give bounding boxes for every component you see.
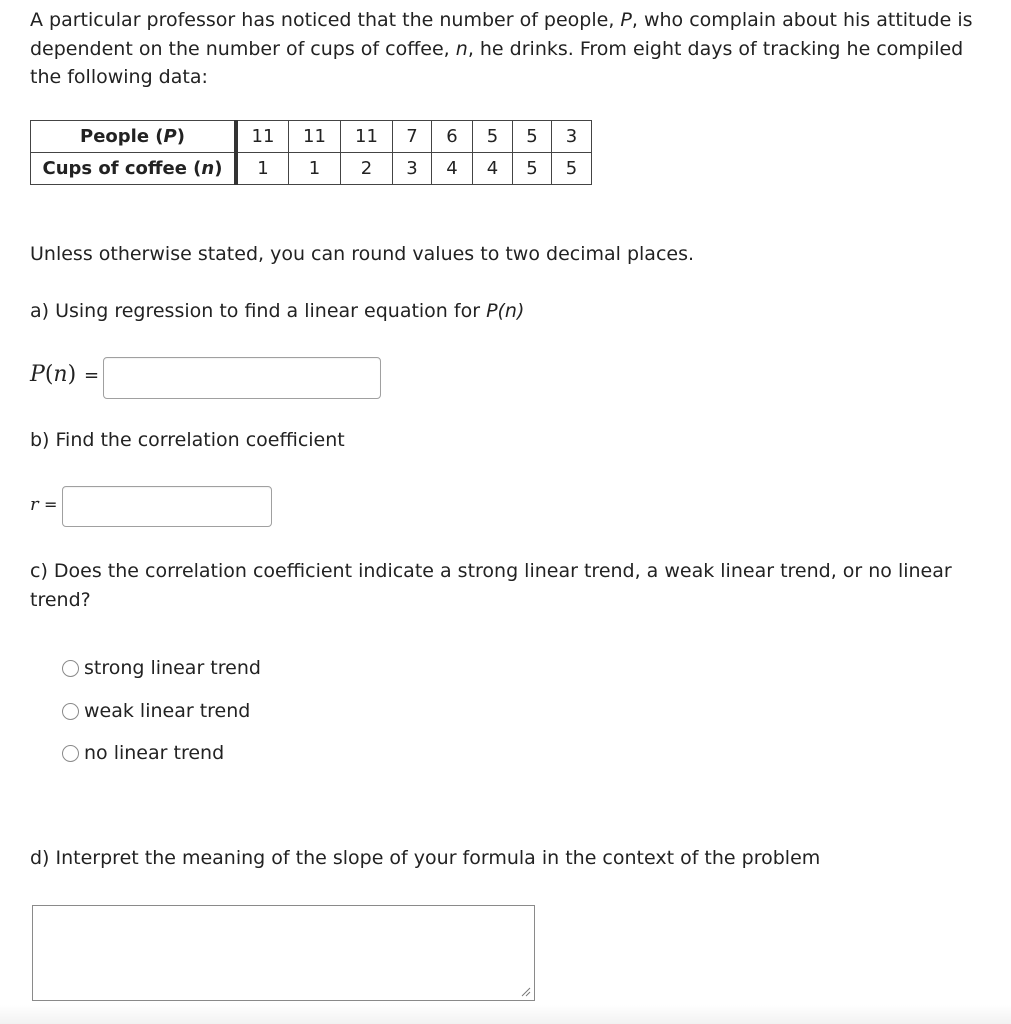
intro-text-1: A particular professor has noticed that the number of people, (30, 9, 621, 31)
people-cell: 11 (289, 121, 341, 153)
intro-text-2: , who complain about his attitude is dependent on the number of cups of coffee, (30, 9, 973, 60)
people-cell: 11 (236, 121, 289, 153)
cups-cell: 5 (513, 153, 552, 185)
radio-button[interactable] (62, 745, 79, 762)
people-cell: 5 (473, 121, 513, 153)
pn-label: P(n) (30, 362, 77, 387)
function-name: P(n) (486, 300, 525, 322)
people-header: People (P) (31, 121, 237, 153)
radio-button[interactable] (62, 660, 79, 677)
page-bottom-edge (0, 1005, 1011, 1024)
option-weak-linear-trend[interactable] (62, 700, 250, 722)
cups-cell: 4 (432, 153, 473, 185)
people-cell: 5 (513, 121, 552, 153)
problem-intro (30, 6, 980, 92)
cups-row (31, 153, 592, 185)
question-b: b) Find the correlation coefficient (30, 429, 345, 451)
question-d: d) Interpret the meaning of the slope of your formula in the context of the problem (30, 847, 821, 869)
cups-cell: 1 (289, 153, 341, 185)
people-cell: 6 (432, 121, 473, 153)
pn-equals: = (84, 365, 100, 386)
people-row (31, 121, 592, 153)
people-cell: 7 (393, 121, 432, 153)
cups-cell: 5 (552, 153, 592, 185)
option-label: no linear trend (84, 742, 225, 764)
intro-var-n: n (455, 37, 468, 60)
cups-cell: 3 (393, 153, 432, 185)
option-strong-linear-trend[interactable] (62, 657, 261, 679)
question-a: a) Using regression to find a linear equation for P(n) (30, 300, 525, 322)
data-table (30, 120, 592, 185)
option-label: weak linear trend (84, 700, 251, 722)
rounding-note: Unless otherwise stated, you can round values to two decimal places. (30, 243, 695, 265)
radio-button[interactable] (62, 703, 79, 720)
intro-var-p: P (620, 9, 632, 31)
r-label: r (30, 494, 39, 515)
question-c: c) Does the correlation coefficient indicate a strong linear trend, a weak linear trend, or no linear trend? (30, 560, 952, 611)
people-cell: 11 (341, 121, 393, 153)
people-cell: 3 (552, 121, 592, 153)
pn-answer-input[interactable] (103, 357, 381, 399)
cups-header: Cups of coffee (n) (31, 153, 237, 185)
cups-cell: 2 (341, 153, 393, 185)
r-answer-input[interactable] (62, 486, 272, 527)
slope-interpretation-textarea[interactable] (32, 905, 535, 1001)
cups-cell: 4 (473, 153, 513, 185)
r-equals: = (44, 495, 58, 514)
intro-text-3: , he drinks. From eight days of tracking he compiled the following data: (30, 37, 964, 88)
cups-cell: 1 (236, 153, 289, 185)
resize-grip-icon[interactable] (521, 987, 531, 997)
option-no-linear-trend[interactable] (62, 742, 224, 764)
option-label: strong linear trend (84, 657, 261, 679)
